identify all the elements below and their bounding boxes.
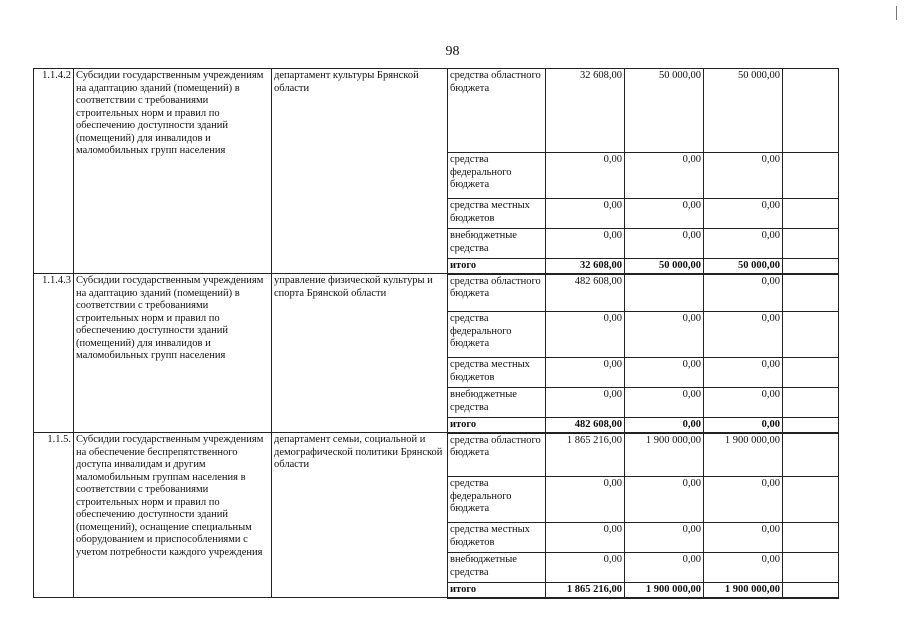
amount-year-2: 0,00 (625, 153, 704, 199)
amount-year-3: 0,00 (704, 477, 783, 523)
amount-year-3: 50 000,00 (704, 259, 783, 274)
funding-source: внебюджетные средства (448, 553, 546, 583)
notes-cell (783, 388, 839, 418)
amount-year-3: 0,00 (704, 312, 783, 358)
notes-cell (783, 274, 839, 312)
notes-cell (783, 433, 839, 477)
item-description: Субсидии государственным учреждениям на адаптацию зданий (помещений) в соответствии с требованиями строительных норм и правил по обеспечению доступности зданий (помещений) для инвалидов и маломобильных групп населения (74, 69, 272, 274)
amount-year-3: 1 900 000,00 (704, 583, 783, 598)
amount-year-1: 1 865 216,00 (546, 433, 625, 477)
amount-year-3: 0,00 (704, 358, 783, 388)
amount-year-3: 0,00 (704, 418, 783, 433)
amount-year-3: 50 000,00 (704, 69, 783, 153)
amount-year-3: 0,00 (704, 388, 783, 418)
amount-year-1: 0,00 (546, 199, 625, 229)
page-number: 98 (445, 44, 460, 59)
notes-cell (783, 69, 839, 153)
amount-year-1: 0,00 (546, 153, 625, 199)
item-executor: департамент культуры Брянской области (272, 69, 448, 274)
amount-year-1: 482 608,00 (546, 274, 625, 312)
amount-year-1: 0,00 (546, 477, 625, 523)
amount-year-1: 0,00 (546, 358, 625, 388)
amount-year-1: 32 608,00 (546, 259, 625, 274)
item-description: Субсидии государственным учреждениям на обеспечение беспрепятственного доступа инвалидам и другим маломобильным группам населения в соответствии с требованиями строительных норм и правил по обеспечению доступности зданий (помещений), оснащение специальным оборудованием и приспособлениями с учетом потребности каждого учреждения (74, 433, 272, 598)
table-row (34, 69, 839, 153)
amount-year-2: 0,00 (625, 312, 704, 358)
amount-year-1: 0,00 (546, 553, 625, 583)
notes-cell (783, 358, 839, 388)
scan-edge-mark (896, 6, 897, 20)
budget-table (33, 68, 839, 599)
amount-year-2: 0,00 (625, 199, 704, 229)
notes-cell (783, 199, 839, 229)
notes-cell (783, 229, 839, 259)
amount-year-2: 1 900 000,00 (625, 433, 704, 477)
funding-source: средства местных бюджетов (448, 358, 546, 388)
notes-cell (783, 477, 839, 523)
item-executor: департамент семьи, социальной и демографической политики Брянской области (272, 433, 448, 598)
amount-year-3: 1 900 000,00 (704, 433, 783, 477)
amount-year-3: 0,00 (704, 523, 783, 553)
amount-year-1: 1 865 216,00 (546, 583, 625, 598)
amount-year-2: 0,00 (625, 358, 704, 388)
amount-year-1: 0,00 (546, 229, 625, 259)
amount-year-1: 0,00 (546, 388, 625, 418)
item-code: 1.1.4.3 (34, 274, 74, 433)
notes-cell (783, 153, 839, 199)
funding-source: средства федерального бюджета (448, 153, 546, 199)
amount-year-2 (625, 274, 704, 312)
notes-cell (783, 259, 839, 274)
notes-cell (783, 553, 839, 583)
amount-year-3: 0,00 (704, 199, 783, 229)
amount-year-1: 32 608,00 (546, 69, 625, 153)
table-row (34, 274, 839, 312)
amount-year-3: 0,00 (704, 274, 783, 312)
funding-source: средства областного бюджета (448, 69, 546, 153)
funding-source: внебюджетные средства (448, 388, 546, 418)
amount-year-3: 0,00 (704, 553, 783, 583)
funding-source: итого (448, 583, 546, 598)
funding-source: итого (448, 259, 546, 274)
item-description: Субсидии государственным учреждениям на адаптацию зданий (помещений) в соответствии с требованиями строительных норм и правил по обеспечению доступности зданий (помещений) для инвалидов и маломобильных групп населения (74, 274, 272, 433)
item-executor: управление физической культуры и спорта Брянской области (272, 274, 448, 433)
amount-year-1: 0,00 (546, 312, 625, 358)
amount-year-2: 0,00 (625, 553, 704, 583)
funding-source: средства федерального бюджета (448, 312, 546, 358)
funding-source: итого (448, 418, 546, 433)
amount-year-2: 0,00 (625, 229, 704, 259)
amount-year-2: 0,00 (625, 388, 704, 418)
funding-source: средства местных бюджетов (448, 523, 546, 553)
notes-cell (783, 523, 839, 553)
amount-year-2: 1 900 000,00 (625, 583, 704, 598)
notes-cell (783, 418, 839, 433)
item-code: 1.1.4.2 (34, 69, 74, 274)
funding-source: средства местных бюджетов (448, 199, 546, 229)
amount-year-2: 0,00 (625, 418, 704, 433)
funding-source: средства федерального бюджета (448, 477, 546, 523)
table-row (34, 433, 839, 477)
item-code: 1.1.5. (34, 433, 74, 598)
amount-year-2: 50 000,00 (625, 69, 704, 153)
amount-year-2: 0,00 (625, 523, 704, 553)
amount-year-1: 0,00 (546, 523, 625, 553)
notes-cell (783, 312, 839, 358)
funding-source: внебюджетные средства (448, 229, 546, 259)
amount-year-2: 50 000,00 (625, 259, 704, 274)
funding-source: средства областного бюджета (448, 274, 546, 312)
amount-year-3: 0,00 (704, 153, 783, 199)
amount-year-1: 482 608,00 (546, 418, 625, 433)
funding-source: средства областного бюджета (448, 433, 546, 477)
amount-year-3: 0,00 (704, 229, 783, 259)
notes-cell (783, 583, 839, 598)
amount-year-2: 0,00 (625, 477, 704, 523)
